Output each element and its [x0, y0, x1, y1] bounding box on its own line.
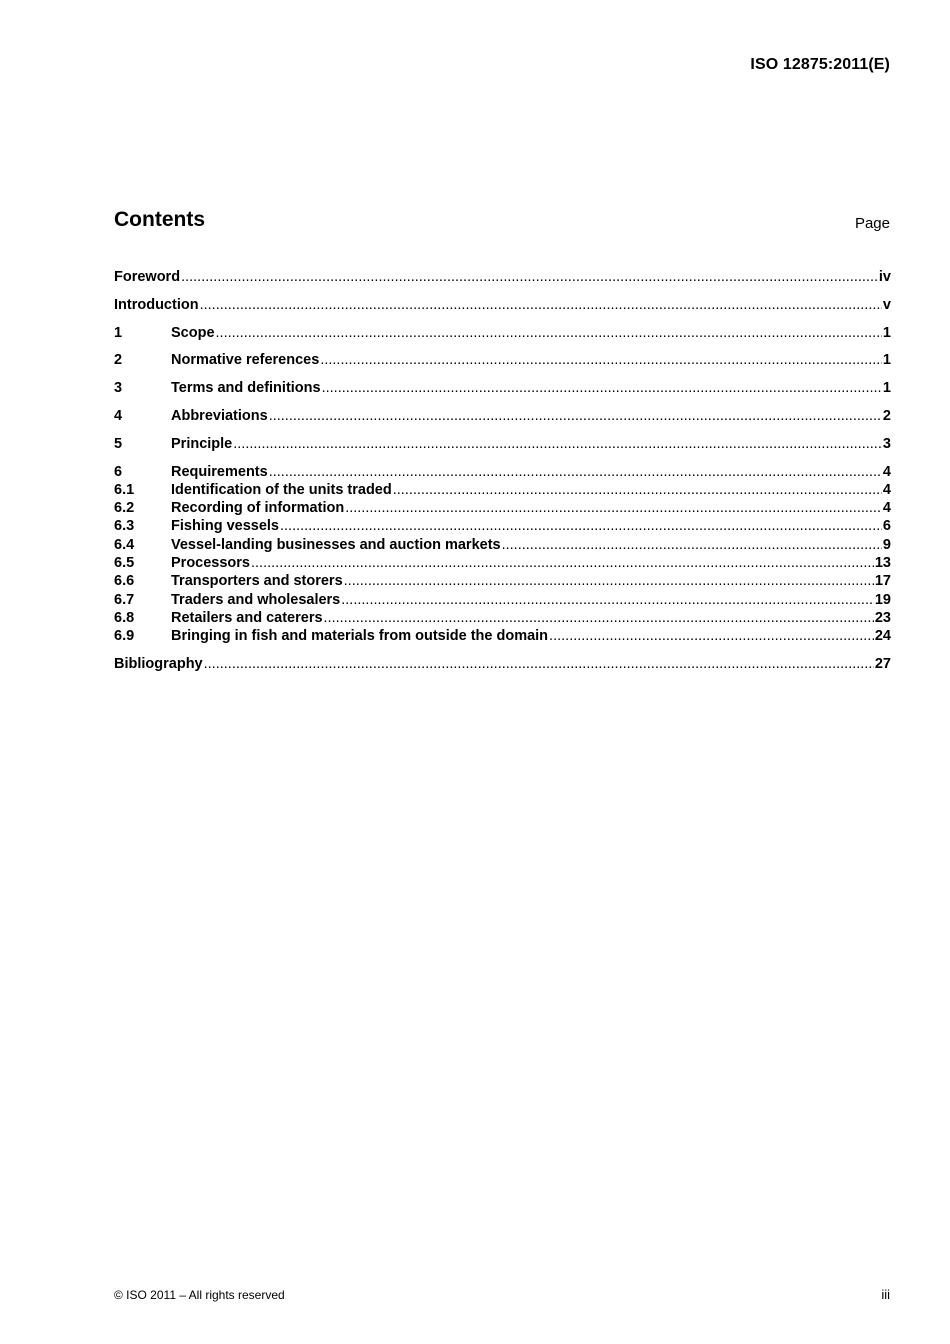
toc-leader-dots: [320, 351, 882, 369]
toc-entry-transporters-and-storers[interactable]: [114, 572, 891, 590]
toc-entry-page: 2: [882, 407, 891, 424]
toc-entry-title: Requirements: [171, 463, 268, 480]
page-column-label: Page: [854, 215, 890, 232]
toc-leader-dots: [280, 517, 882, 535]
toc-leader-dots: [502, 536, 882, 554]
toc-entry-page: v: [882, 296, 891, 313]
toc-entry-bibliography[interactable]: [114, 655, 891, 673]
toc-entry-page: 1: [882, 324, 891, 341]
toc-entry-title: Foreword: [114, 269, 181, 285]
toc-entry-number: 6.5: [114, 555, 135, 572]
toc-entry-title: Principle: [171, 435, 233, 452]
toc-entry-number: 6.2: [114, 500, 135, 517]
toc-entry-page: iv: [878, 269, 891, 285]
toc-leader-dots: [200, 296, 882, 314]
toc-entry-principle[interactable]: [114, 435, 891, 453]
toc-entry-processors[interactable]: [114, 554, 891, 572]
toc-entry-recording-of-information[interactable]: [114, 499, 891, 517]
toc-entry-page: 1: [882, 352, 891, 369]
toc-entry-page: 4: [882, 463, 891, 480]
toc-entry-number: 6: [114, 463, 123, 480]
toc-entry-page: 4: [882, 500, 891, 517]
toc-entry-number: 6.6: [114, 573, 135, 590]
table-of-contents: [114, 268, 891, 673]
toc-entry-traders-and-wholesalers[interactable]: [114, 591, 891, 609]
contents-heading: Contents: [114, 208, 205, 231]
toc-entry-page: 1: [882, 380, 891, 397]
toc-leader-dots: [322, 379, 882, 397]
toc-entry-title: Vessel-landing businesses and auction markets: [171, 536, 501, 553]
toc-entry-number: 4: [114, 407, 123, 424]
toc-entry-page: 23: [874, 609, 891, 626]
toc-entry-title: Transporters and storers: [171, 573, 343, 590]
toc-entry-page: 19: [874, 591, 891, 608]
toc-entry-title: Bringing in fish and materials from outside the domain: [171, 628, 549, 645]
toc-entry-number: 6.3: [114, 518, 135, 535]
toc-entry-title: Terms and definitions: [171, 380, 321, 397]
toc-entry-title: Normative references: [171, 352, 320, 369]
toc-entry-scope[interactable]: [114, 324, 891, 342]
toc-entry-title: Retailers and caterers: [171, 609, 323, 626]
toc-entry-title: Fishing vessels: [171, 518, 279, 535]
toc-leader-dots: [324, 609, 874, 627]
toc-entry-page: 6: [882, 518, 891, 535]
toc-entry-introduction[interactable]: [114, 296, 891, 314]
toc-entry-title: Processors: [171, 555, 250, 572]
toc-leader-dots: [345, 499, 882, 517]
toc-leader-dots: [393, 481, 882, 499]
toc-leader-dots: [233, 435, 882, 453]
toc-entry-number: 6.9: [114, 628, 135, 645]
toc-entry-title: Introduction: [114, 296, 199, 313]
toc-entry-terms-and-definitions[interactable]: [114, 379, 891, 397]
toc-entry-vessel-landing-businesses[interactable]: [114, 536, 891, 554]
toc-entry-foreword[interactable]: [114, 268, 891, 286]
toc-entry-normative-references[interactable]: [114, 351, 891, 369]
toc-leader-dots: [251, 554, 874, 572]
toc-entry-title: Scope: [171, 324, 215, 341]
toc-entry-retailers-and-caterers[interactable]: [114, 609, 891, 627]
toc-entry-number: 6.4: [114, 536, 135, 553]
toc-entry-number: 2: [114, 352, 123, 369]
toc-entry-page: 17: [874, 573, 891, 590]
toc-leader-dots: [269, 463, 882, 481]
toc-leader-dots: [549, 627, 874, 645]
toc-entry-fishing-vessels[interactable]: [114, 517, 891, 535]
toc-entry-title: Recording of information: [171, 500, 345, 517]
copyright-notice: © ISO 2011 – All rights reserved: [114, 1288, 285, 1302]
toc-entry-number: 5: [114, 435, 123, 452]
toc-entry-number: 1: [114, 324, 123, 341]
page-number: iii: [881, 1287, 890, 1302]
toc-entry-page: 13: [874, 555, 891, 572]
toc-entry-number: 6.8: [114, 609, 135, 626]
toc-entry-page: 27: [874, 656, 891, 673]
toc-entry-page: 24: [874, 628, 891, 645]
toc-leader-dots: [341, 591, 874, 609]
toc-entry-title: Abbreviations: [171, 407, 268, 424]
toc-leader-dots: [204, 655, 874, 673]
toc-leader-dots: [344, 572, 874, 590]
toc-entry-page: 9: [882, 536, 891, 553]
toc-entry-page: 3: [882, 435, 891, 452]
toc-entry-page: 4: [882, 481, 891, 498]
toc-leader-dots: [269, 407, 882, 425]
document-id: ISO 12875:2011(E): [750, 56, 890, 73]
toc-entry-title: Traders and wholesalers: [171, 591, 341, 608]
toc-entry-number: 6.7: [114, 591, 135, 608]
toc-entry-number: 3: [114, 380, 123, 397]
toc-entry-title: Identification of the units traded: [171, 481, 392, 498]
toc-entry-requirements[interactable]: [114, 463, 891, 481]
toc-entry-title: Bibliography: [114, 656, 203, 673]
toc-entry-abbreviations[interactable]: [114, 407, 891, 425]
toc-leader-dots: [181, 268, 878, 286]
toc-entry-number: 6.1: [114, 481, 135, 498]
toc-leader-dots: [216, 324, 882, 342]
toc-entry-identification-of-units[interactable]: [114, 481, 891, 499]
toc-entry-bringing-in-fish[interactable]: [114, 627, 891, 645]
